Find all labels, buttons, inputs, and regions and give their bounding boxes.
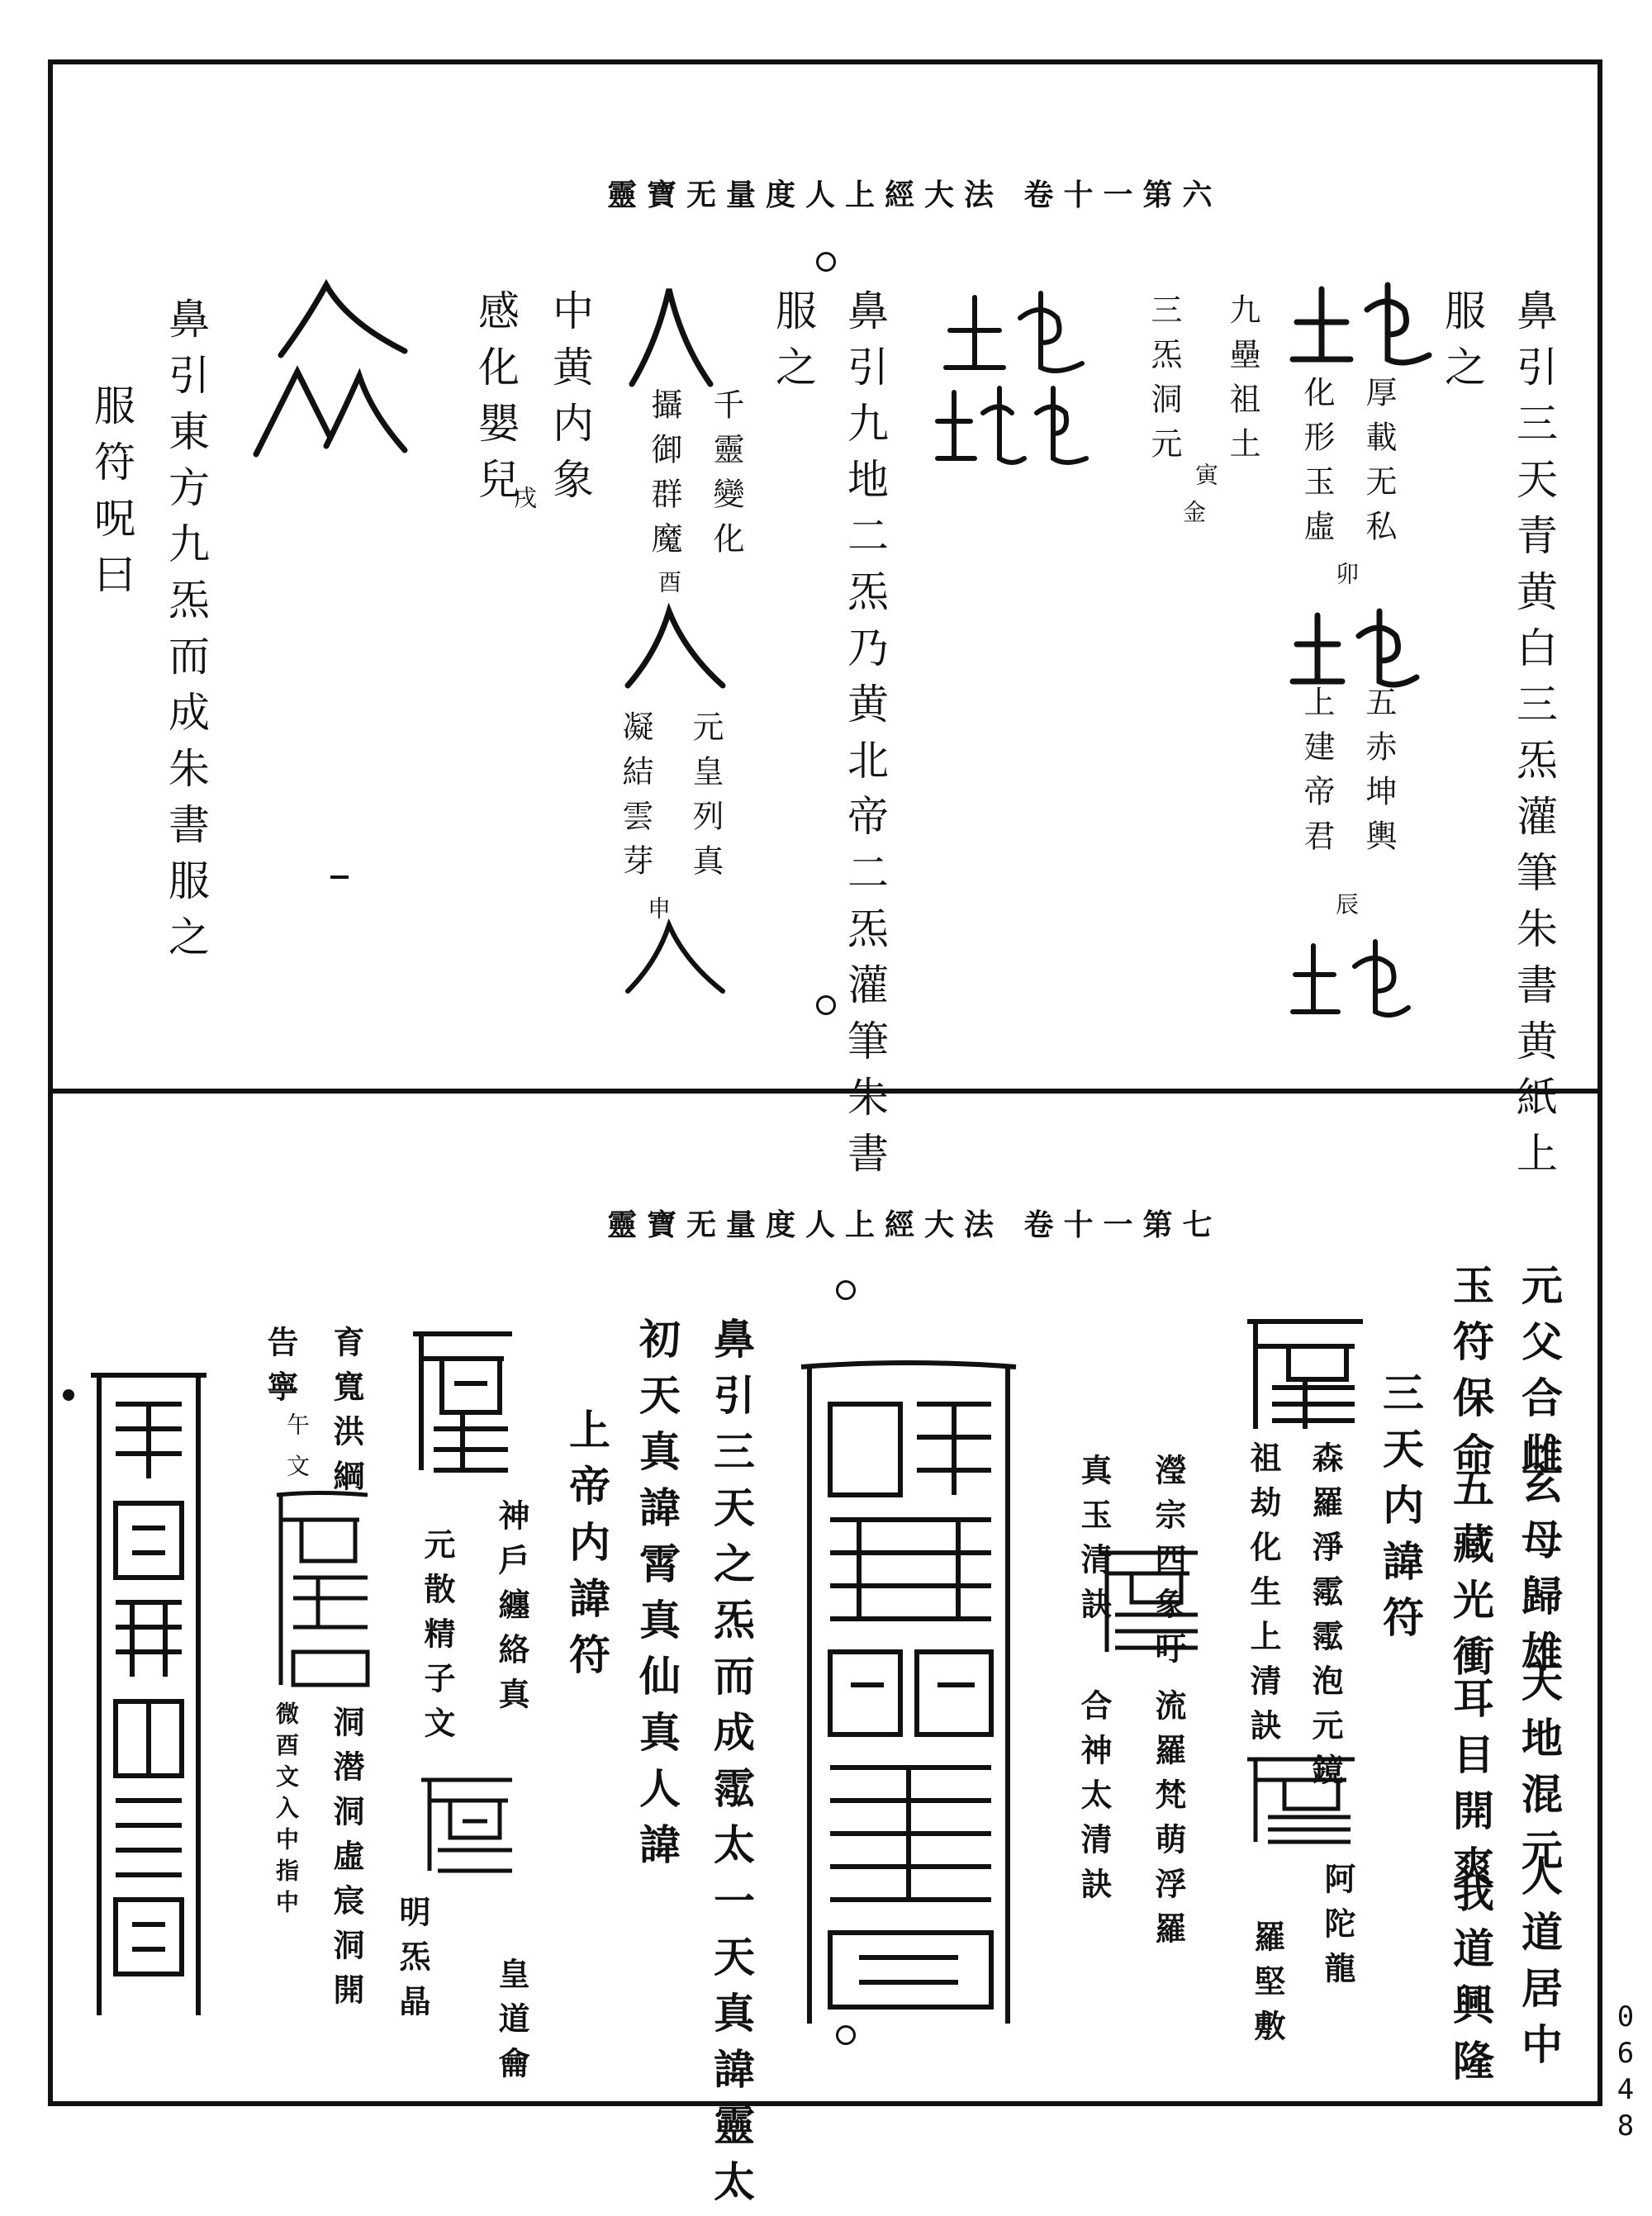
text-column: 感化嬰兒: [472, 289, 520, 514]
text-column: 天地混元: [1515, 1660, 1564, 1885]
text-column: 瀅宗四象吁: [1150, 1454, 1187, 1677]
marginal-mark: 午: [283, 1412, 311, 1444]
text-column: 中黄内象: [546, 289, 594, 514]
text-column: 羅堅敷: [1249, 1920, 1286, 2054]
text-column: 神戶纏絡真: [493, 1499, 530, 1722]
talisman-large-seal: [793, 1355, 1024, 2032]
marginal-mark: 酉: [655, 570, 682, 601]
text-column: 鼻引三天青黄白三炁灌筆朱書黄紙上: [1510, 289, 1558, 1188]
text-column: 三天内諱符: [1376, 1371, 1425, 1652]
text-column: 森羅淨霐霐泡元鏡: [1307, 1441, 1344, 1798]
text-column: 千靈變化: [708, 388, 744, 567]
text-column: 元皇列真: [687, 710, 724, 889]
text-column: 洞潜洞虛宸洞開: [328, 1706, 365, 2018]
text-column: 服之: [769, 289, 817, 401]
upper-header: 靈寶无量度人上經大法 卷十一第六: [607, 178, 1222, 212]
text-column: 上帝内諱符: [563, 1408, 611, 1689]
marginal-mark: 辰: [1332, 892, 1360, 923]
text-column: 鼻引東方九炁而成朱書服之: [162, 297, 210, 971]
text-column: 流羅梵萌浮羅: [1150, 1689, 1187, 1957]
marginal-mark: 戌: [510, 486, 538, 517]
text-column: 五藏光衝: [1446, 1466, 1495, 1691]
text-column: 鼻引九地二炁乃黄北帝二炁灌筆朱書: [841, 289, 889, 1188]
talisman-earth-glyph: [942, 285, 1090, 384]
text-column: 攝御群魔: [646, 388, 682, 567]
text-column: 九壘祖土: [1224, 293, 1260, 472]
talisman-seal-glyph: [1090, 1545, 1206, 1660]
text-column: 初天真諱霄真仙真人諱: [633, 1317, 681, 1879]
text-column: 我道興隆: [1446, 1871, 1495, 2095]
marginal-mark: 申: [644, 896, 672, 928]
binding-hole: [836, 1280, 856, 1300]
lower-header: 靈寶无量度人上經大法 卷十一第七: [607, 1208, 1222, 1242]
text-column: 祖劫化生上清訣: [1245, 1441, 1282, 1753]
text-column: 玄母歸雄: [1515, 1462, 1564, 1687]
text-column: 厚載无私: [1360, 376, 1397, 554]
text-column: 鼻引三天之炁而成霐太一天真諱靈太: [707, 1317, 756, 2216]
text-column: 皇道龠: [493, 1957, 530, 2091]
text-column: 阿陀龍: [1319, 1862, 1356, 1996]
margin-dot: [63, 1389, 74, 1401]
text-column: 微酉文入中指中: [273, 1701, 300, 1921]
text-column: 凝結雲芽: [617, 710, 653, 889]
text-column: 五赤坤輿: [1360, 686, 1397, 864]
text-column: 真玉清訣: [1075, 1454, 1113, 1632]
text-column: 化形玉虛: [1298, 376, 1335, 554]
text-column: 育寬洪綱: [328, 1326, 365, 1504]
talisman-person-glyph: [620, 603, 727, 694]
talisman-earth-glyph: [1289, 277, 1437, 376]
text-column: 人道居中: [1515, 1854, 1564, 2079]
talisman-seal-glyph: [1239, 1313, 1371, 1437]
text-column: 三炁洞元: [1146, 293, 1182, 472]
text-column: 上建帝君: [1298, 686, 1335, 864]
talisman-seal-glyph: [268, 1487, 376, 1693]
binding-hole: [816, 252, 836, 272]
talisman-person-glyph: [248, 273, 413, 463]
text-column: 元父合雌: [1515, 1264, 1564, 1488]
talisman-large-seal: [83, 1363, 215, 2024]
talisman-seal-glyph: [405, 1322, 520, 1478]
text-column: 玉符保命: [1446, 1264, 1495, 1488]
marginal-mark: 卯: [1332, 562, 1360, 593]
talisman-seal-glyph: [1239, 1751, 1363, 1850]
marginal-mark: 金: [1180, 500, 1207, 531]
stray-mark: [330, 875, 349, 879]
talisman-person-glyph: [620, 917, 727, 999]
talisman-earth-glyph: [1289, 933, 1412, 1024]
text-column: 告寧: [262, 1326, 299, 1415]
marginal-mark: 寅: [1192, 463, 1219, 494]
page-number: 0648: [1609, 2000, 1642, 2146]
talisman-seal-glyph: [413, 1772, 520, 1879]
text-column: 服之: [1438, 289, 1486, 401]
talisman-earth-glyph: [1289, 603, 1421, 694]
text-column: 服符呪曰: [88, 384, 135, 609]
talisman-person-glyph: [620, 277, 719, 392]
text-column: 明炁晶: [394, 1896, 431, 2029]
marginal-mark: 文: [283, 1454, 311, 1485]
text-column: 耳目開爽: [1446, 1677, 1495, 1901]
binding-hole: [816, 995, 836, 1015]
text-column: 合神太清訣: [1075, 1689, 1113, 1912]
text-column: 元散精子文: [419, 1528, 456, 1751]
page-divider: [48, 1089, 1602, 1094]
talisman-double-earth-glyph: [933, 380, 1090, 471]
